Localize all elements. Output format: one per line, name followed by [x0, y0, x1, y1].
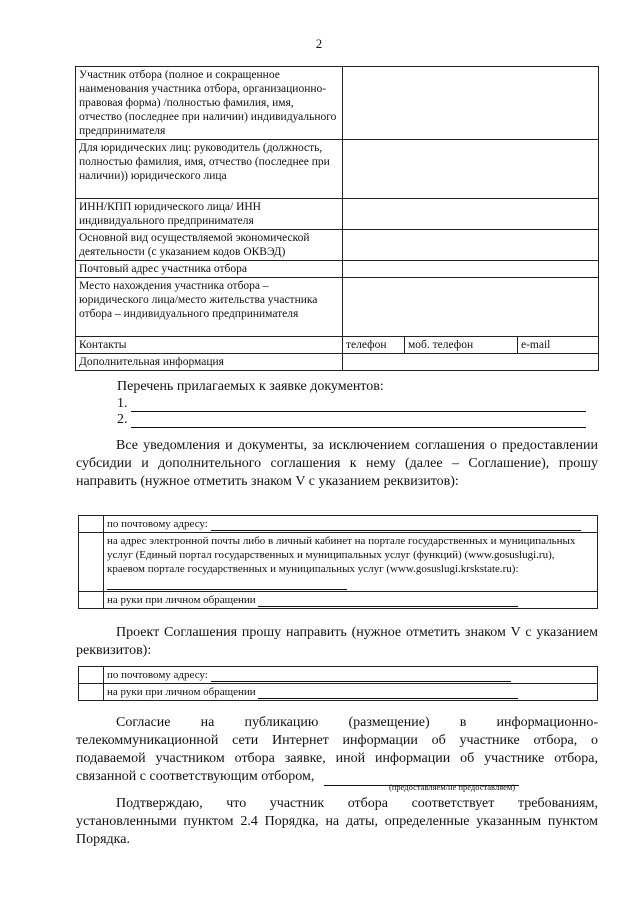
in-person-option: на руки при личном обращении [104, 592, 598, 609]
table-row-extra [76, 354, 599, 371]
fill-line[interactable] [107, 589, 347, 590]
confirm-paragraph: Подтверждаю, что участник отбора соответствует требованиям, установленными пунктом 2.4 Порядка, на даты, определенные указанным пунктом Порядка. [76, 796, 598, 847]
checkbox-cell[interactable] [79, 684, 104, 701]
fill-line [131, 427, 586, 428]
row-value[interactable] [343, 140, 599, 199]
table-row [76, 261, 599, 278]
consent-note: (предоставляем/не предоставляем) [389, 782, 516, 792]
delivery-address-table [78, 515, 598, 609]
contacts-phone[interactable]: телефон [343, 337, 405, 354]
electronic-option: на адрес электронной почты либо в личный кабинет на портале государственных и муниципальных услуг (Единый портал государственных и муниципальных услуг (функций) (www.gosuslugi.ru), краевом портале государственных и муниципальных услуг (www.gosuslugi.krskstate.ru): [104, 533, 598, 592]
table-row [79, 516, 598, 533]
table-row [79, 684, 598, 701]
checkbox-cell[interactable] [79, 533, 104, 592]
in-person-option: на руки при личном обращении [104, 684, 598, 701]
page-number: 2 [315, 36, 323, 51]
table-row [79, 533, 598, 592]
project-paragraph: Проект Соглашения прошу направить (нужное отметить знаком V с указанием реквизитов): [76, 625, 598, 658]
table-row [76, 199, 599, 230]
docs-list-heading: Перечень прилагаемых к заявке документов: [117, 379, 384, 394]
row-value[interactable] [343, 199, 599, 230]
table-row [76, 278, 599, 337]
extra-info-label: Дополнительная информация [76, 354, 343, 371]
table-row [76, 140, 599, 199]
row-label: Для юридических лиц: руководитель (должность, полностью фамилия, имя, отчество (последнее при наличии)) юридического лица [76, 140, 343, 199]
notify-paragraph: Все уведомления и документы, за исключением соглашения о предоставлении субсидии и дополнительного соглашения к нему (далее – Соглашение), прошу направить (нужное отметить знаком V с указанием реквизитов): [76, 438, 598, 489]
table-row [79, 667, 598, 684]
checkbox-cell[interactable] [79, 516, 104, 533]
row-label: Почтовый адрес участника отбора [76, 261, 343, 278]
row-label: Участник отбора (полное и сокращенное наименования участника отбора, организационно-правовая форма) /полностью фамилия, имя, отчество (последнее при наличии) индивидуального предпринимателя [76, 67, 343, 140]
postal-option: по почтовому адресу: [104, 667, 598, 684]
table-row [79, 592, 598, 609]
contacts-label: Контакты [76, 337, 343, 354]
consent-paragraph: Согласие на публикацию (размещение) в информационно-телекоммуникационной сети Интернет информации об участнике отбора, о подаваемой участником отбора заявке, иной информации об участнике отбора, связанной с соответствующим отбором, [76, 715, 598, 784]
row-value[interactable] [343, 230, 599, 261]
contacts-email[interactable]: e-mail [518, 337, 599, 354]
fill-line[interactable] [258, 698, 518, 699]
row-value[interactable] [343, 67, 599, 140]
table-row-contacts [76, 337, 599, 354]
table-row [76, 230, 599, 261]
row-value[interactable] [343, 278, 599, 337]
contacts-mobile[interactable]: моб. телефон [405, 337, 518, 354]
fill-line[interactable] [258, 606, 518, 607]
docs-list-item[interactable] [117, 396, 586, 412]
row-value[interactable] [343, 261, 599, 278]
fill-line[interactable] [211, 681, 511, 682]
checkbox-cell[interactable] [79, 667, 104, 684]
row-label: Место нахождения участника отбора – юридического лица/место жительства участника отбора – индивидуального предпринимателя [76, 278, 343, 337]
table-row [76, 67, 599, 140]
participant-info-table [75, 66, 599, 371]
docs-list-item[interactable] [117, 412, 586, 428]
item-number: 1. [117, 396, 128, 411]
row-label: Основной вид осуществляемой экономической деятельности (с указанием кодов ОКВЭД) [76, 230, 343, 261]
fill-line[interactable] [211, 530, 581, 531]
postal-option: по почтовому адресу: [104, 516, 598, 533]
item-number: 2. [117, 412, 128, 427]
checkbox-cell[interactable] [79, 592, 104, 609]
row-label: ИНН/КПП юридического лица/ ИНН индивидуального предпринимателя [76, 199, 343, 230]
project-delivery-table [78, 666, 598, 701]
extra-info-value[interactable] [343, 354, 599, 371]
